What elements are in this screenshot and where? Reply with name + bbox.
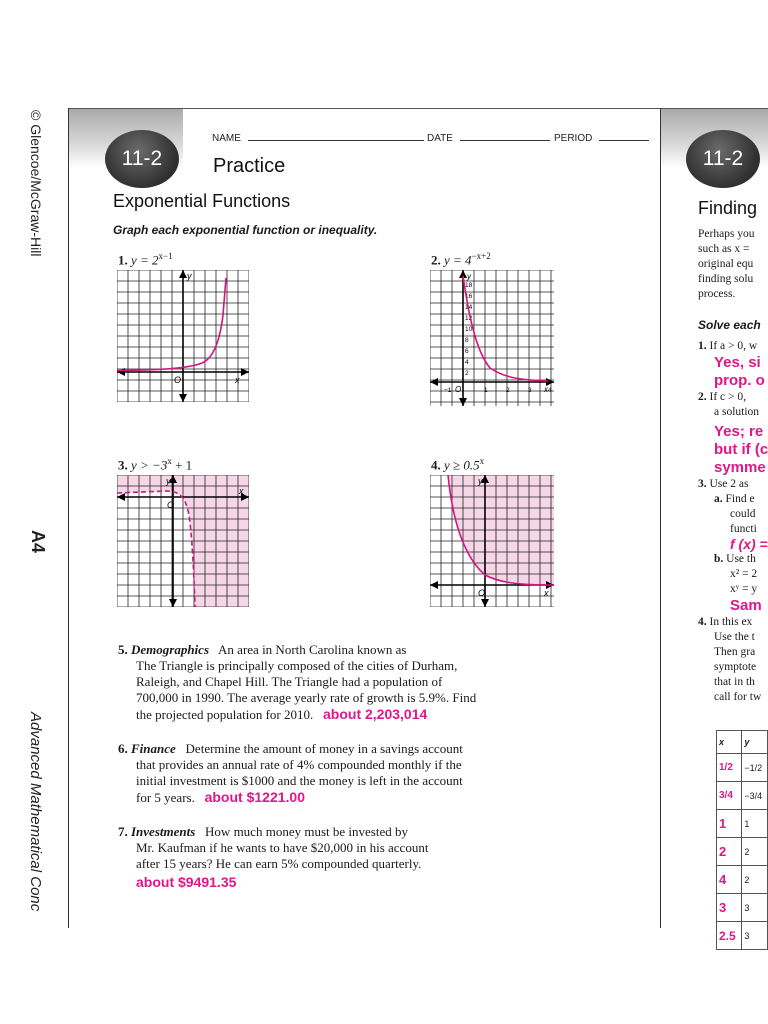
graph-4-label: 4. $y \ge 0.5^x$ <box>431 456 485 473</box>
problem-5-topic: Demographics <box>131 642 209 657</box>
graph-2-x-tick-4: 4 <box>548 387 552 394</box>
graph-4-y-axis-label: y <box>478 476 483 486</box>
graph-2-y-axis-label: y <box>467 272 471 281</box>
graph-instruction: Graph each exponential function or inequality. <box>113 223 378 237</box>
table-row: 3/4 −3/4 <box>717 782 768 810</box>
graph-3-grid <box>117 475 249 607</box>
graph-3-y-axis-label: y <box>166 476 171 486</box>
page-title: Practice <box>213 155 286 177</box>
graph-2-y-tick-2: 2 <box>465 370 469 377</box>
graph-1-y-axis-label: y <box>187 271 192 281</box>
graph-2-x-tick-2: 2 <box>506 387 510 394</box>
problem-5: 5. Demographics An area in North Carolina known as The Triangle is principally composed of the cities of Durham, Raleigh, and Chapel Hill. The Triangle had a population of 700,000 in 1990. The average yearly rate of growth is 5.9%. Find the projected population for 2010. about 2,203,014 <box>118 642 477 722</box>
xy-table-wrap <box>716 730 768 950</box>
date-label: DATE <box>427 133 453 144</box>
problem-7: 7. Investments How much money must be invested by Mr. Kaufman if he wants to have $20,000 in his account after 15 years? He can earn 5% compounded quarterly. about $9491.35 <box>118 824 429 890</box>
graph-2-y-tick-16: 16 <box>465 293 473 300</box>
table-row: 2.5 3 <box>717 922 768 950</box>
table-row: 3 3 <box>717 894 768 922</box>
graph-1-grid <box>117 270 249 402</box>
right-items: 1. If a > 0, w Yes, si prop. o 2. If c > 0, a solution Yes; re but if (c symme 3. Use 2 as a. Find e could functi f (x) = b. Use th x² = 2 xʸ = y Sam 4. In this ex Use the t Then gra symptote that in th call for tw <box>698 340 768 703</box>
book-title: Advanced Mathematical Conc <box>27 712 44 912</box>
name-field[interactable] <box>212 133 424 144</box>
graph-3-label: 3. $y > -3^x + 1$ <box>118 456 193 473</box>
graph-3-x-axis-label: x <box>239 486 244 496</box>
table-row: 4 2 <box>717 866 768 894</box>
date-field[interactable] <box>427 133 550 144</box>
problem-5-answer: about 2,203,014 <box>323 706 428 722</box>
right-page-title: Finding <box>698 198 758 218</box>
table-header-y: y <box>742 731 768 754</box>
copyright-notice: © Glencoe/McGraw-Hill <box>28 110 44 257</box>
problem-6-topic: Finance <box>131 741 176 756</box>
graph-2-x-tick-neg1: −1 <box>444 387 452 394</box>
graph-4-x-axis-label: x <box>544 588 549 598</box>
right-lesson-badge: 11-2 <box>686 130 760 188</box>
left-page-rule <box>68 108 69 928</box>
lesson-badge: 11-2 <box>105 130 179 188</box>
problem-6-answer: about $1221.00 <box>204 789 305 805</box>
graph-2-y-tick-18: 18 <box>465 282 473 289</box>
graph-4-grid <box>430 475 554 607</box>
graph-1-x-axis-label: x <box>235 375 240 385</box>
table-row: 1/2 −1/2 <box>717 754 768 782</box>
period-label: PERIOD <box>554 133 593 144</box>
graph-1-origin-label: O <box>174 375 182 385</box>
problem-7-topic: Investments <box>131 824 196 839</box>
graph-2-x-tick-3: 3 <box>528 387 532 394</box>
graph-2-y-tick-8: 8 <box>465 337 469 344</box>
graph-2-y-tick-12: 12 <box>465 315 473 322</box>
graph-2-origin-label: O <box>455 385 462 394</box>
page-number: A4 <box>28 530 48 554</box>
graph-4-origin-label: O <box>478 588 486 598</box>
table-row: 1 1 <box>717 810 768 838</box>
problem-7-answer: about $9491.35 <box>136 874 237 890</box>
graph-3-origin-label: O <box>167 500 175 510</box>
graph-1-label: 1. $y = 2^{x-1}$ <box>118 251 173 268</box>
problem-6: 6. Finance Determine the amount of money in a savings account that provides an annual rate of 4% compounded monthly if the initial investment is $1000 and the money is left in the account for 5 years. about $1221.00 <box>118 741 463 805</box>
graph-2-x-tick-1: 1 <box>484 387 488 394</box>
graph-2-y-tick-4: 4 <box>465 359 469 366</box>
graph-2-x-axis-label: x <box>544 385 548 394</box>
name-label: NAME <box>212 133 241 144</box>
period-field[interactable] <box>554 133 649 144</box>
graph-2-label: 2. $y = 4^{-x+2}$ <box>431 251 491 268</box>
table-header-x: x <box>717 731 742 754</box>
right-instruction: Solve each <box>698 318 761 332</box>
right-intro: Perhaps you such as x = original equ finding solu process. <box>698 228 755 300</box>
xy-table <box>716 730 768 950</box>
graph-2-y-tick-14: 14 <box>465 304 473 311</box>
graph-2-grid <box>430 270 554 406</box>
page-divider <box>660 108 661 928</box>
graph-2-y-tick-6: 6 <box>465 348 469 355</box>
graph-2-y-tick-10: 10 <box>465 326 473 333</box>
header-top-rule <box>69 108 660 109</box>
table-row: 2 2 <box>717 838 768 866</box>
section-subtitle: Exponential Functions <box>113 191 291 211</box>
